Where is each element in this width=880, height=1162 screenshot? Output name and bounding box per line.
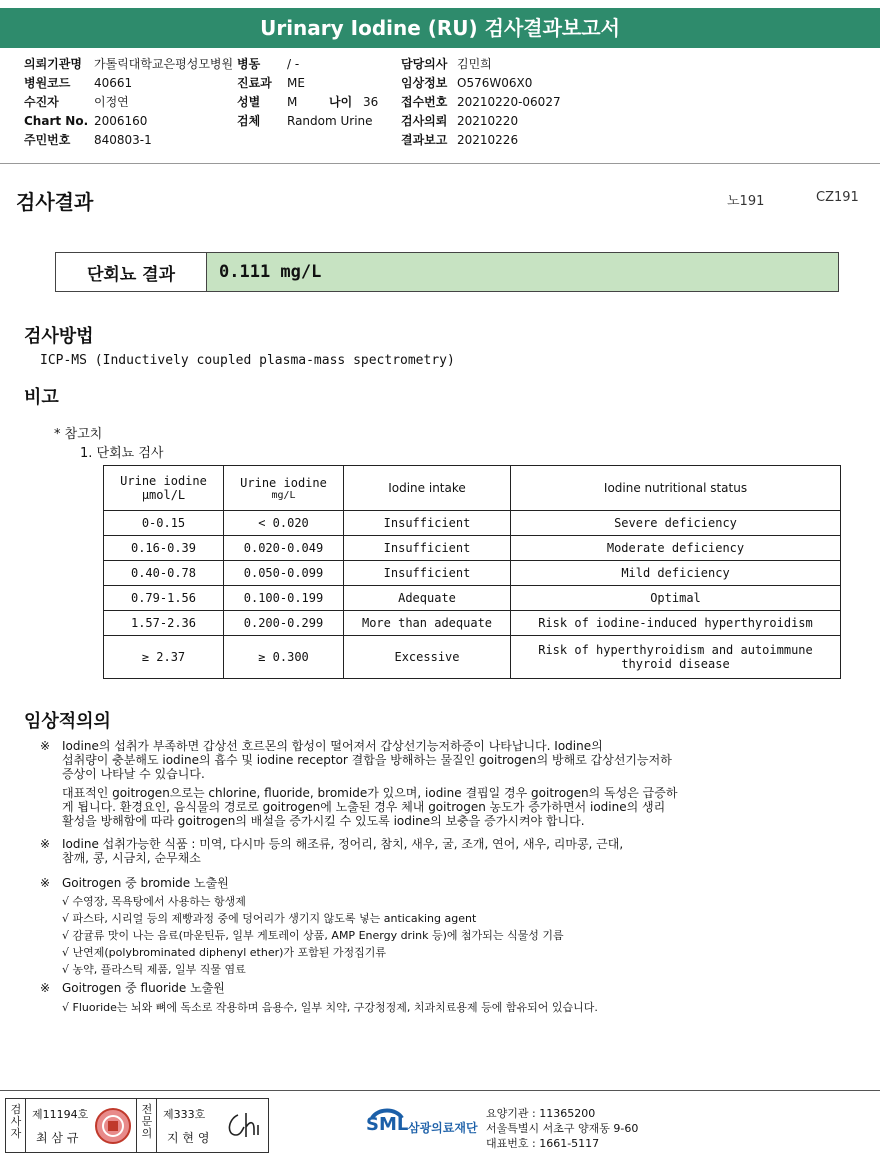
age-value: 36 (363, 95, 379, 109)
table-row: ≥ 2.37 ≥ 0.300 Excessive Risk of hyperthyroidism and autoimmune thyroid disease (104, 636, 841, 679)
table-row: 1.57-2.36 0.200-0.299 More than adequate Risk of iodine-induced hyperthyroidism (104, 611, 841, 636)
table-header-row (104, 466, 841, 511)
list-item: √ 감귤류 맛이 나는 음료(마운틴듀, 일부 게토레이 상품, AMP Energy drink 등)에 첨가되는 식물성 기름 (62, 929, 564, 942)
list-item: √ 파스타, 시리얼 등의 제빵과정 중에 덩어리가 생기지 않도록 넣는 anticaking agent (62, 912, 477, 925)
check-icon: √ (62, 929, 70, 942)
remarks-title: 비고 (24, 387, 59, 408)
org-code: 요양기관 : 11365200 (486, 1107, 596, 1120)
info-row: 의뢰기관명 가톨릭대학교은평성모병원 (24, 57, 234, 71)
check-icon: √ (62, 946, 70, 959)
reviewer-license: 제333호 (163, 1108, 206, 1121)
table-row: 0.40-0.78 0.050-0.099 Insufficient Mild deficiency (104, 561, 841, 586)
seal-icon (94, 1107, 132, 1145)
specimen-label: 검체 (237, 114, 261, 128)
clinical-title: 임상적의의 (24, 711, 111, 732)
method-text: ICP-MS (Inductively coupled plasma-mass spectrometry) (40, 353, 455, 368)
clinical-paragraph-3: ※ Iodine 섭취가능한 식품 : 미역, 다시마 등의 해조류, 정어리, 참치, 새우, 굴, 조개, 연어, 새우, 리마콩, 근대, 참깨, 콩, 시금치, 순무채소 (40, 837, 624, 865)
divider (0, 163, 880, 164)
reference-mark: ※ (40, 837, 51, 851)
table-row: 0-0.15 < 0.020 Insufficient Severe deficiency (104, 511, 841, 536)
info-row: Chart No. 2006160 (24, 114, 148, 128)
clinical-paragraph-4: ※ Goitrogen 중 bromide 노출원 (40, 876, 229, 890)
info-row: 주민번호 840803-1 (24, 133, 152, 147)
check-icon: √ (62, 963, 70, 976)
logo-text: SML (366, 1114, 409, 1135)
table-row: 0.79-1.56 0.100-0.199 Adequate Optimal (104, 586, 841, 611)
report-title: Urinary Iodine (RU) 검사결과보고서 (0, 8, 880, 48)
specimen-value: Random Urine (287, 114, 373, 128)
inspector-name: 최 삼 규 (36, 1131, 79, 1145)
inspector-vertical-label: 검사자 (10, 1103, 22, 1140)
method-title: 검사방법 (24, 326, 94, 347)
reviewer-vertical-label: 전문의 (141, 1103, 153, 1140)
signature-icon (224, 1109, 264, 1143)
clinical-paragraph-2: 대표적인 goitrogen으로는 chlorine, fluoride, bromide가 있으며, iodine 결핍일 경우 goitrogen의 독성은 급증하 게 됩니다. 환경요인, 음식물의 경로로 goitrogen에 노출된 경우 체내 goitrogen 농도가 증가하면서 iodine의 생리 활성을 방해함에 따라 goitrogen의 배설을 증가시킬 수 있도록 iodine의 보충을 증가시켜야 합니다. (62, 786, 678, 828)
col-header-status: Iodine nutritional status (511, 466, 841, 511)
reference-mark: ※ (40, 981, 51, 995)
age-label: 나이 (329, 95, 353, 109)
reference-mark: ※ (40, 876, 51, 890)
org-phone: 대표번호 : 1661-5117 (486, 1137, 600, 1150)
table-row: 0.16-0.39 0.020-0.049 Insufficient Moderate deficiency (104, 536, 841, 561)
dept-label: 진료과 (237, 76, 272, 90)
footer-divider (0, 1090, 880, 1091)
list-item: √ 농약, 플라스틱 제품, 일부 직물 염료 (62, 963, 246, 976)
list-item: √ 난연제(polybrominated diphenyl ether)가 포함된 가정집기류 (62, 946, 387, 959)
sex-label: 성별 (237, 95, 261, 109)
list-item: √ 수영장, 목욕탕에서 사용하는 항생제 (62, 895, 246, 908)
inspector-license: 제11194호 (32, 1108, 89, 1121)
clinical-paragraph-5: ※ Goitrogen 중 fluoride 노출원 (40, 981, 225, 995)
result-label: 단회뇨 결과 (56, 253, 207, 291)
result-box (55, 252, 839, 292)
signature-box (5, 1098, 269, 1153)
org-name: 삼광의료재단 (408, 1121, 478, 1135)
info-row: 병원코드 40661 (24, 76, 133, 90)
col-header-intake: Iodine intake (344, 466, 511, 511)
check-icon: √ (62, 895, 70, 908)
info-row: 수진자 이정연 (24, 95, 129, 109)
ward-value: / - (287, 57, 300, 71)
result-code-1: 노191 (727, 194, 765, 209)
dept-value: ME (287, 76, 305, 90)
org-address: 서울특별시 서초구 양재동 9-60 (486, 1122, 639, 1135)
list-item: √ Fluoride는 뇌와 뼈에 독소로 작용하며 음용수, 일부 치약, 구강청정제, 치과치료용제 등에 함유되어 있습니다. (62, 1001, 598, 1014)
reference-item: 1. 단회뇨 검사 (80, 446, 164, 461)
reference-table (103, 465, 841, 679)
result-value: 0.111 mg/L (207, 253, 838, 291)
check-icon: √ (62, 1001, 70, 1014)
result-section-title: 검사결과 (16, 190, 94, 214)
col-header-mg: Urine iodine mg/L (224, 466, 344, 511)
result-code-2: CZ191 (816, 190, 859, 205)
clinical-paragraph-1: ※ Iodine의 섭취가 부족하면 갑상선 호르몬의 합성이 떨어져서 갑상선기능저하증이 나타납니다. Iodine의 섭취량이 충분해도 iodine의 흡수 및 iodine receptor 결합을 방해하는 물질인 goitrogen의 방해로 갑상선기능저하 증상이 나타날 수 있습니다. (40, 739, 672, 781)
ward-label: 병동 (237, 57, 261, 71)
sex-value: M (287, 95, 298, 109)
reviewer-name: 지 현 영 (167, 1131, 210, 1145)
check-icon: √ (62, 912, 70, 925)
reference-label: * 참고치 (54, 427, 103, 442)
col-header-umol: Urine iodine μmol/L (104, 466, 224, 511)
reference-mark: ※ (40, 739, 51, 753)
